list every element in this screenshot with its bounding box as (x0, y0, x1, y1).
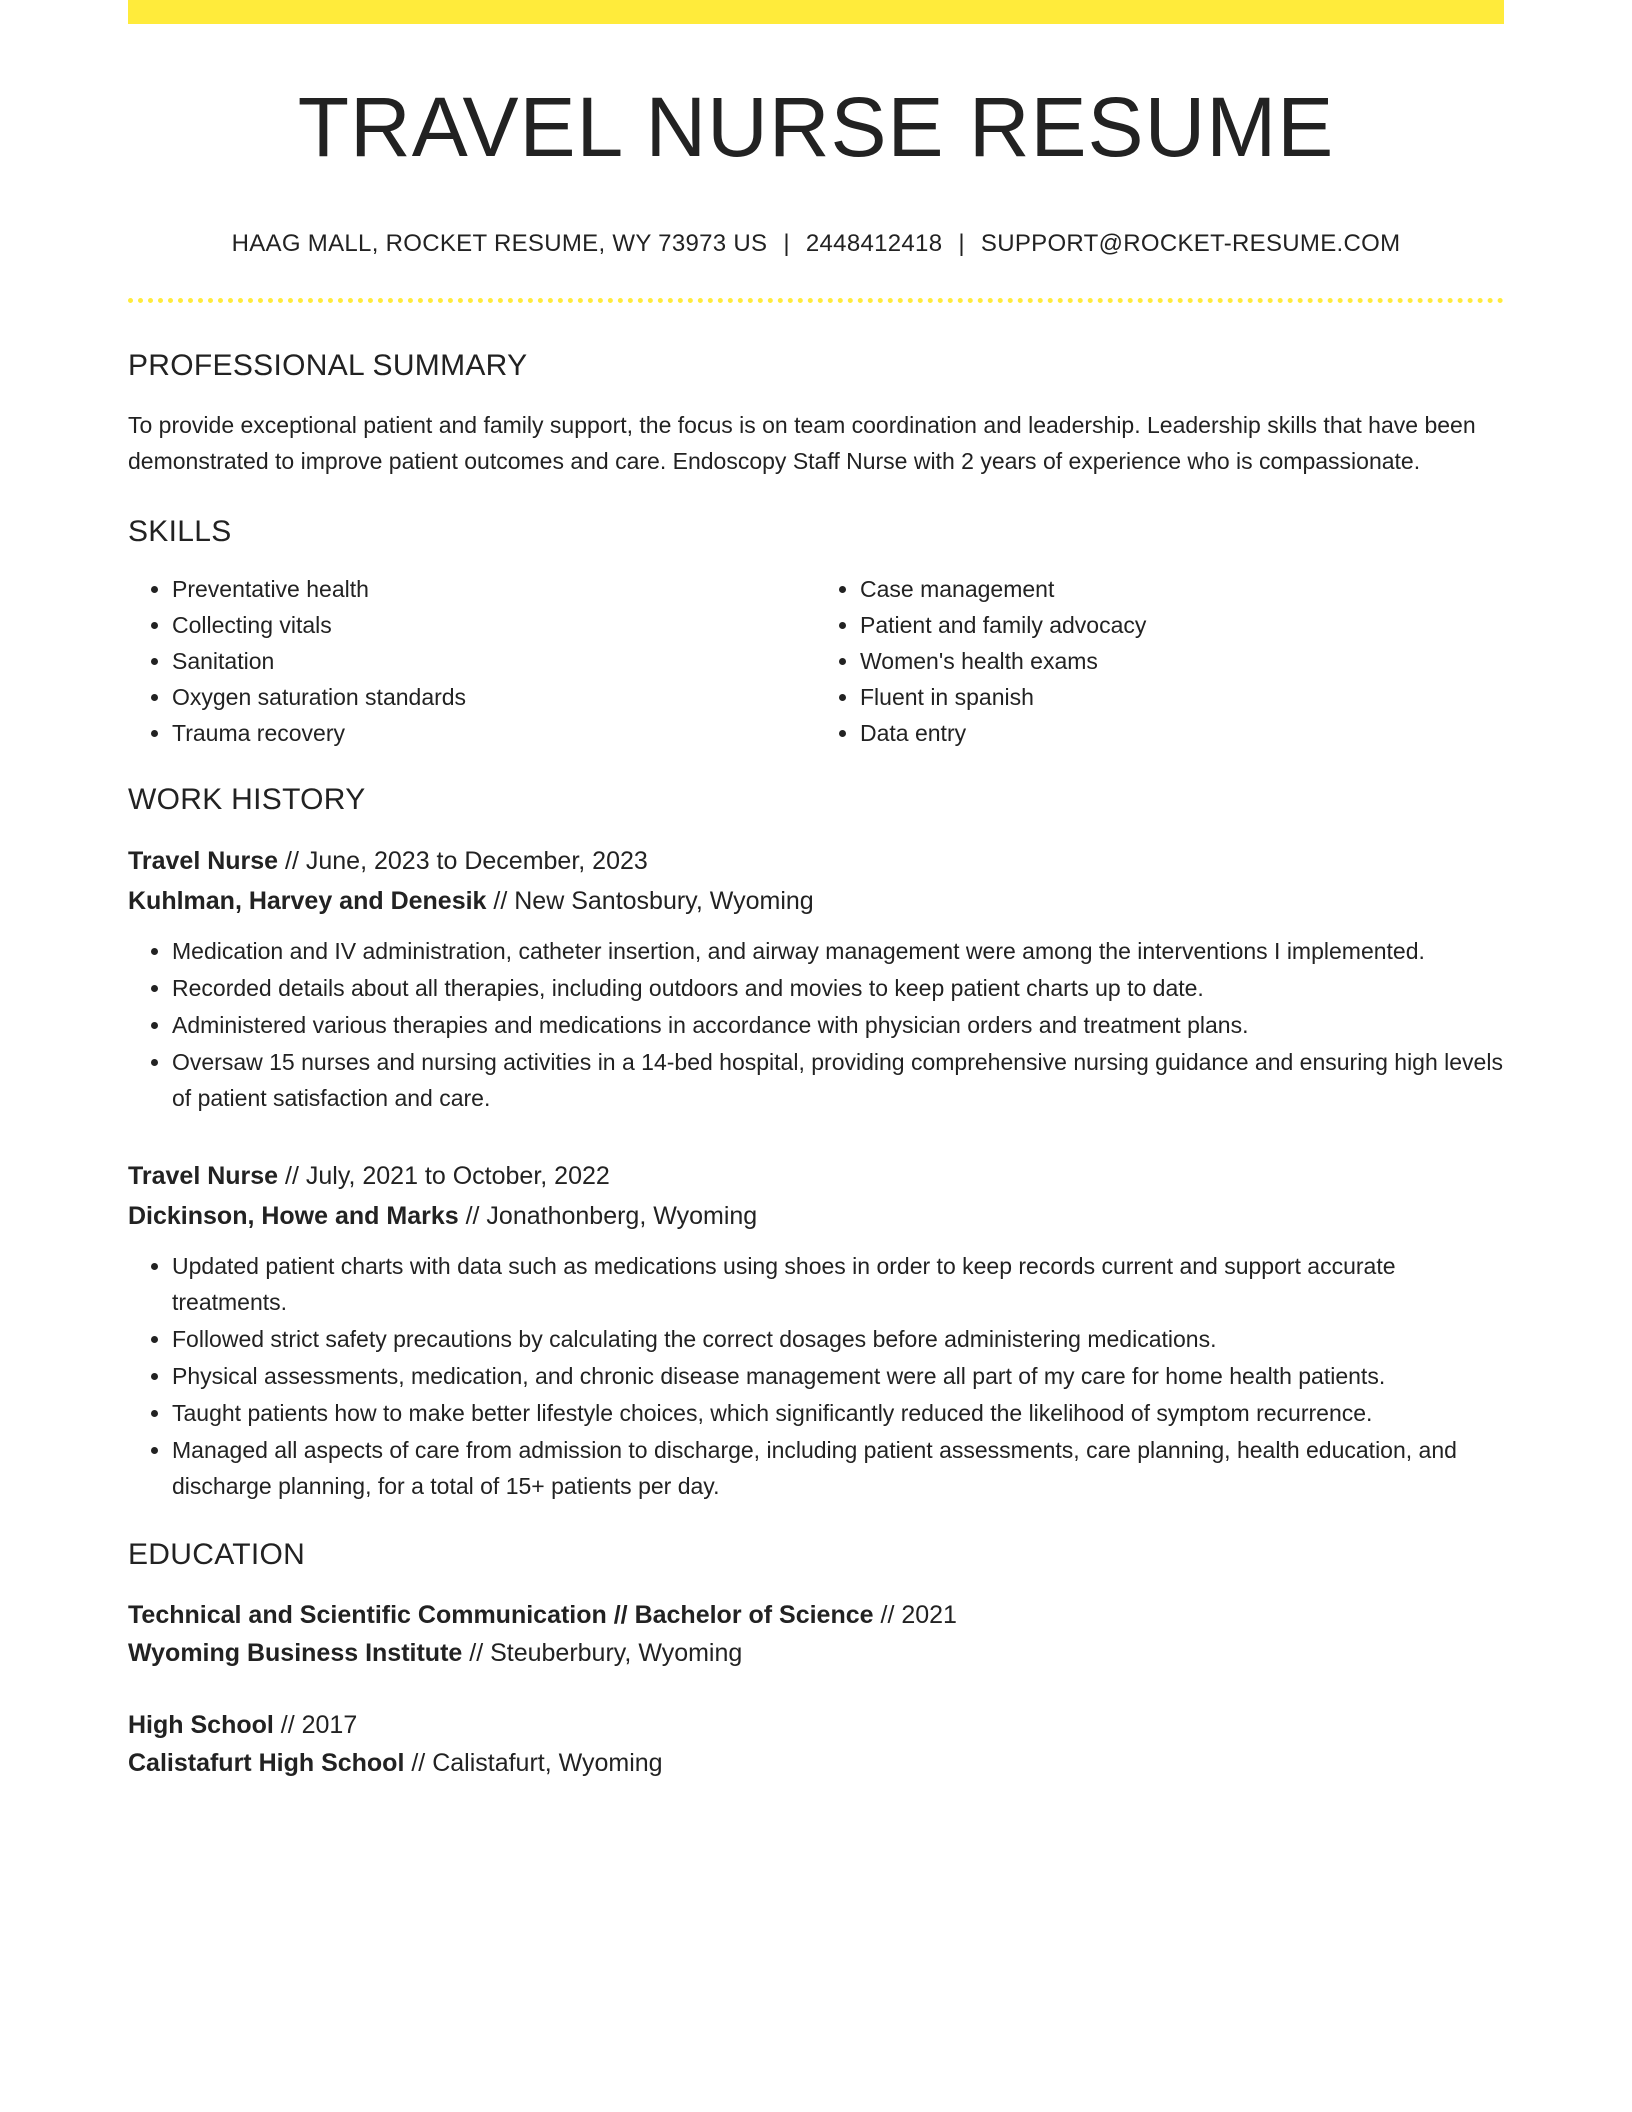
job-bullet: • Updated patient charts with data such as medications using shoes in order to keep records current and support accurate treatments. (172, 1248, 1504, 1320)
contact-separator: | (783, 230, 790, 257)
job-title: Travel Nurse (128, 847, 279, 875)
job-company: Kuhlman, Harvey and Denesik (128, 887, 487, 915)
education-entry (128, 1706, 1504, 1782)
dotted-divider (128, 298, 1504, 303)
contact-email: SUPPORT@ROCKET-RESUME.COM (980, 230, 1401, 257)
education-degree: Technical and Scientific Communication // Bachelor of Science (128, 1601, 874, 1629)
job-dates: // June, 2023 to December, 2023 (278, 847, 648, 875)
skill-item: • Oxygen saturation standards (172, 679, 816, 715)
education-year: // 2021 (873, 1601, 957, 1629)
skill-item: • Patient and family advocacy (860, 607, 1504, 643)
job-title-line (128, 841, 1504, 881)
skills-column-right (816, 571, 1504, 751)
education-school-line (128, 1744, 1504, 1782)
education-location: // Steuberbury, Wyoming (462, 1639, 743, 1667)
skills-column-left (128, 571, 816, 751)
section-heading-work-history: WORK HISTORY (128, 783, 366, 816)
education-degree-line (128, 1596, 1504, 1634)
top-accent-bar (128, 0, 1504, 24)
skill-item: • Fluent in spanish (860, 679, 1504, 715)
job-entry (128, 1156, 1504, 1504)
job-bullets (128, 1248, 1504, 1504)
education-school-line (128, 1634, 1504, 1672)
contact-phone: 2448412418 (805, 230, 943, 257)
section-heading-skills: SKILLS (128, 515, 232, 548)
job-bullet: • Physical assessments, medication, and chronic disease management were all part of my care for home health patients. (172, 1358, 1504, 1394)
education-school: Wyoming Business Institute (128, 1639, 463, 1667)
job-company: Dickinson, Howe and Marks (128, 1202, 459, 1230)
contact-line (128, 232, 1504, 256)
job-company-line (128, 1196, 1504, 1236)
skills-grid (128, 571, 1504, 751)
skill-item: • Sanitation (172, 643, 816, 679)
education-year: // 2017 (273, 1711, 358, 1739)
job-bullet: • Recorded details about all therapies, including outdoors and movies to keep patient charts up to date. (172, 970, 1504, 1006)
skill-item: • Data entry (860, 715, 1504, 751)
education-school: Calistafurt High School (128, 1749, 405, 1777)
resume-title: TRAVEL NURSE RESUME (297, 80, 1335, 174)
contact-address: HAAG MALL, ROCKET RESUME, WY 73973 US (231, 230, 768, 257)
summary-text: To provide exceptional patient and family support, the focus is on team coordination and leadership. Leadership skills that have been demonstrated to improve patient outcomes and care. Endoscopy Staff Nurse with 2 years of experience who is compassionate. (128, 412, 1476, 474)
education-entry (128, 1596, 1504, 1672)
job-entry (128, 841, 1504, 1116)
section-heading-education: EDUCATION (128, 1538, 306, 1571)
section-heading-summary: PROFESSIONAL SUMMARY (128, 349, 528, 382)
job-bullet: • Medication and IV administration, catheter insertion, and airway management were among the interventions I implemented. (172, 933, 1504, 969)
job-bullet: • Oversaw 15 nurses and nursing activities in a 14-bed hospital, providing comprehensive nursing guidance and ensuring high levels of patient satisfaction and care. (172, 1044, 1504, 1116)
skill-item: • Preventative health (172, 571, 816, 607)
education-location: // Calistafurt, Wyoming (404, 1749, 663, 1777)
job-location: // New Santosbury, Wyoming (486, 887, 814, 915)
job-bullet: • Administered various therapies and medications in accordance with physician orders and treatment plans. (172, 1007, 1504, 1043)
skill-item: • Women's health exams (860, 643, 1504, 679)
job-bullet: • Followed strict safety precautions by calculating the correct dosages before administering medications. (172, 1321, 1504, 1357)
skill-item: • Collecting vitals (172, 607, 816, 643)
job-company-line (128, 881, 1504, 921)
skill-item: • Case management (860, 571, 1504, 607)
education-degree-line (128, 1706, 1504, 1744)
job-title: Travel Nurse (128, 1162, 279, 1190)
job-title-line (128, 1156, 1504, 1196)
contact-separator: | (958, 230, 965, 257)
resume-page (128, 0, 1504, 1782)
job-bullet: • Managed all aspects of care from admission to discharge, including patient assessments, care planning, health education, and discharge planning, for a total of 15+ patients per day. (172, 1432, 1504, 1504)
skill-item: • Trauma recovery (172, 715, 816, 751)
education-degree: High School (128, 1711, 274, 1739)
job-location: // Jonathonberg, Wyoming (458, 1202, 758, 1230)
job-bullets (128, 933, 1504, 1116)
job-bullet: • Taught patients how to make better lifestyle choices, which significantly reduced the likelihood of symptom recurrence. (172, 1395, 1504, 1431)
job-dates: // July, 2021 to October, 2022 (278, 1162, 610, 1190)
